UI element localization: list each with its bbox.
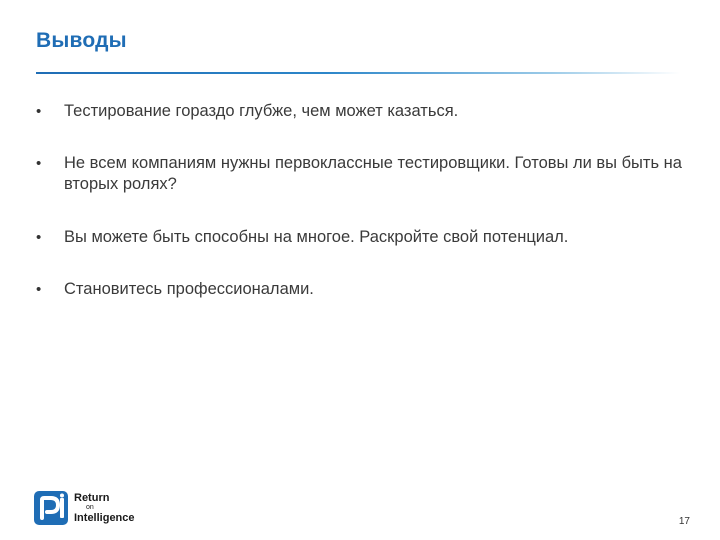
bullet-text: Тестирование гораздо глубже, чем может казаться. [64, 102, 459, 120]
bullet-marker: • [36, 229, 42, 246]
slide-title: Выводы [36, 29, 127, 52]
bullet-marker: • [36, 281, 42, 298]
bullet-marker: • [36, 155, 42, 172]
ri-logo-mark-icon [34, 491, 68, 525]
bullet-marker: • [36, 103, 42, 120]
logo-word-on: on [86, 504, 94, 511]
bullet-text: Не всем компаниям нужны первоклассные тестировщики. Готовы ли вы быть на вторых ролях? [64, 154, 682, 193]
bullet-text: Вы можете быть способны на многое. Раскройте свой потенциал. [64, 228, 569, 246]
page-number: 17 [678, 516, 690, 527]
company-logo [34, 491, 144, 527]
title-divider [36, 72, 680, 74]
logo-word-intelligence: Intelligence [74, 512, 135, 524]
bullet-text: Становитесь профессионалами. [64, 280, 314, 298]
logo-word-return: Return [74, 492, 110, 504]
